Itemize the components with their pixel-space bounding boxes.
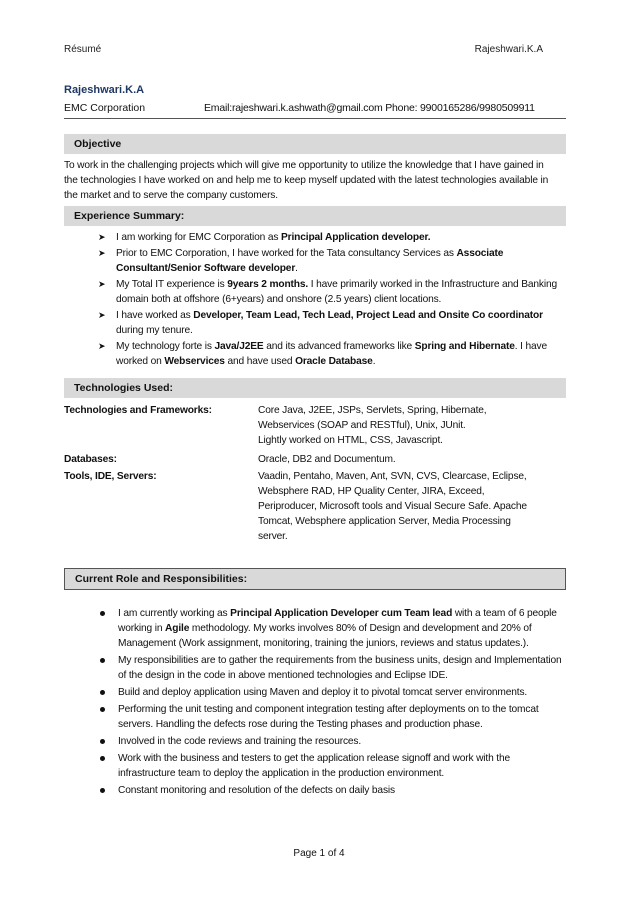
bullet-dot-icon [100, 739, 105, 744]
current-role-heading: Current Role and Responsibilities: [64, 568, 566, 590]
responsibility-item [100, 783, 566, 798]
technologies-heading: Technologies Used: [64, 378, 566, 398]
text-run: during my tenure. [116, 325, 193, 336]
candidate-name: Rajeshwari.K.A [64, 84, 145, 96]
objective-heading: Objective [64, 134, 566, 154]
experience-item [98, 277, 566, 307]
responsibility-item [100, 751, 566, 781]
bullet-dot-icon [100, 690, 105, 695]
experience-item [98, 230, 566, 245]
text-run: . I have worked on [116, 341, 547, 367]
arrow-bullet-icon: ➤ [98, 310, 106, 320]
experience-item [98, 339, 566, 369]
bullet-dot-icon [100, 658, 105, 663]
text-run: Performing the unit testing and component integration testing after deployments on to the tomcat servers. Handling the defects rose during the Testing phases and production phase. [118, 704, 539, 730]
bold-text: Spring and Hibernate [414, 341, 515, 352]
text-run: I have worked as [116, 310, 194, 321]
text-run: Constant monitoring and resolution of the defects on daily basis [118, 785, 395, 796]
responsibility-text [118, 608, 557, 649]
arrow-bullet-icon: ➤ [98, 248, 106, 258]
text-run: and its advanced frameworks like [263, 341, 415, 352]
company-name: EMC Corporation [64, 102, 146, 114]
bold-text: Agile [165, 623, 190, 634]
bullet-dot-icon [100, 788, 105, 793]
bold-text: Associate Consultant/Senior Software developer [116, 248, 504, 274]
experience-item-text [116, 341, 547, 367]
experience-item-text [116, 279, 557, 305]
tools-label: Tools, IDE, Servers: [64, 471, 157, 482]
objective-text: To work in the challenging projects which will give me opportunity to utilize the knowledge that I have gained in the technologies I have worked on and help me to keep myself updated with the latest technologies available in the market and to serve the company customers. [64, 160, 549, 201]
experience-heading: Experience Summary: [64, 206, 566, 226]
experience-list [98, 230, 566, 370]
responsibility-text [118, 687, 527, 698]
bullet-dot-icon [100, 707, 105, 712]
responsibilities-list [100, 606, 566, 800]
responsibility-text [118, 785, 395, 796]
bold-text: Principal Application Developer cum Team lead [230, 608, 453, 619]
contact-details: Email:rajeshwari.k.ashwath@gmail.com Phone: 9900165286/9980509911 [204, 102, 535, 114]
bold-text: 9years 2 months. [227, 279, 309, 290]
text-run: I have primarily worked in the Infrastructure and Banking domain both at offshore (6+years) and onshore (2.5 years) client locations. [116, 279, 558, 305]
responsibility-item [100, 685, 566, 700]
experience-item-text [116, 232, 430, 243]
text-run: . [372, 356, 376, 367]
databases-label: Databases: [64, 454, 117, 465]
header-rule [64, 118, 566, 119]
bullet-dot-icon [100, 611, 105, 616]
responsibility-item [100, 606, 566, 651]
text-run: My Total IT experience is [116, 279, 228, 290]
responsibility-text [118, 655, 562, 681]
arrow-bullet-icon: ➤ [98, 341, 106, 351]
text-run: Involved in the code reviews and training the resources. [118, 736, 362, 747]
text-run: Build and deploy application using Maven and deploy it to pivotal tomcat server environments. [118, 687, 528, 698]
responsibility-text [118, 753, 510, 779]
text-run: . [295, 263, 298, 274]
responsibility-item [100, 702, 566, 732]
header-left: Résumé [64, 44, 102, 55]
databases-value: Oracle, DB2 and Documentum. [258, 454, 396, 465]
arrow-bullet-icon: ➤ [98, 279, 106, 289]
frameworks-label: Technologies and Frameworks: [64, 405, 212, 416]
text-run: I am currently working as [118, 608, 231, 619]
tools-value: Vaadin, Pentaho, Maven, Ant, SVN, CVS, Clearcase, Eclipse, Websphere RAD, HP Quality Center, JIRA, Exceed, Periproducer, Microsoft tools and Visual Secure Safe. Apache Tomcat, Websphere application Server, Media Processing server. [258, 471, 527, 542]
text-run: My responsibilities are to gather the requirements from the business units, design and Implementation of the design in the code in above mentioned technologies and Eclipse IDE. [118, 655, 562, 681]
frameworks-value: Core Java, J2EE, JSPs, Servlets, Spring, Hibernate, Webservices (SOAP and RESTful), Unix, JUnit. [258, 405, 487, 431]
bullet-dot-icon [100, 756, 105, 761]
header-right: Rajeshwari.K.A [474, 44, 543, 55]
bold-text: Developer, Team Lead, Tech Lead, Project Lead and Onsite Co coordinator [193, 310, 543, 321]
arrow-bullet-icon: ➤ [98, 232, 106, 242]
responsibility-text [118, 704, 539, 730]
experience-item-text [116, 248, 503, 274]
responsibility-item [100, 734, 566, 749]
bold-text: Oracle Database [295, 356, 373, 367]
responsibility-item [100, 653, 566, 683]
responsibility-text [118, 736, 361, 747]
text-run: Prior to EMC Corporation, I have worked for the Tata consultancy Services as [116, 248, 457, 259]
bold-text: Webservices [164, 356, 225, 367]
page-footer: Page 1 of 4 [293, 848, 345, 859]
text-run: with a team of 6 people working in [118, 608, 557, 634]
experience-item [98, 246, 566, 276]
text-run: I am working for EMC Corporation as [116, 232, 282, 243]
text-run: Work with the business and testers to get the application release signoff and work with the infrastructure team to deploy the application in the production environment. [118, 753, 511, 779]
bold-text: Java/J2EE [214, 341, 264, 352]
experience-item-text [116, 310, 543, 336]
text-run: methodology. My works involves 80% of Design and development and 20% of Management (Work assignment, monitoring, training the juniors, reviews and status updates.). [118, 623, 532, 649]
text-run: My technology forte is [116, 341, 215, 352]
frameworks-extra: Lightly worked on HTML, CSS, Javascript. [258, 435, 443, 446]
text-run: and have used [224, 356, 296, 367]
bold-text: Principal Application developer. [281, 232, 431, 243]
experience-item [98, 308, 566, 338]
